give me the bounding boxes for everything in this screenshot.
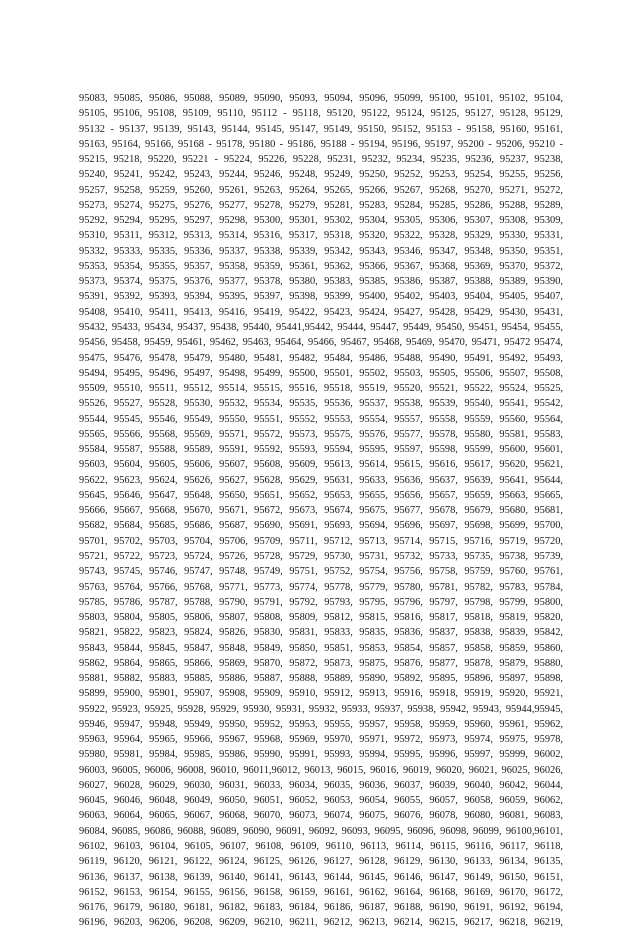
text-line: 95821, 95822, 95823, 95824, 95826, 95830, 95831, 95833, 95835, 95836, 95837, 95838, 95839, 95842, [79,627,563,639]
text-line: 95584, 95587, 95588, 95589, 95591, 95592, 95593, 95594, 95595, 95597, 95598, 95599, 95600, 95601, [79,444,563,456]
text-line: 95980, 95981, 95984, 95985, 95986, 95990, 95991, 95993, 95994, 95995, 95996, 95997, 95999, 96002, [79,749,563,761]
text-line: 96102, 96103, 96104, 96105, 96107, 96108, 96109, 96110, 96113, 96114, 96115, 96116, 96117, 96118, [79,841,563,853]
text-line: 95332, 95333, 95335, 95336, 95337, 95338, 95339, 95342, 95343, 95346, 95347, 95348, 95350, 95351, [79,245,563,257]
number-list-document [79,91,563,931]
text-line: 95622, 95623, 95624, 95626, 95627, 95628, 95629, 95631, 95633, 95636, 95637, 95639, 95641, 95644, [79,474,563,486]
text-line: 95565, 95566, 95568, 95569, 95571, 95572, 95573, 95575, 95576, 95577, 95578, 95580, 95581, 95583, [79,428,563,440]
text-line: 95215, 95218, 95220, 95221 - 95224, 95226, 95228, 95231, 95232, 95234, 95235, 95236, 95237, 95238, [79,154,563,166]
text-line: 95240, 95241, 95242, 95243, 95244, 95246, 95248, 95249, 95250, 95252, 95253, 95254, 95255, 95256, [79,169,563,181]
text-line: 95273, 95274, 95275, 95276, 95277, 95278, 95279, 95281, 95283, 95284, 95285, 95286, 95288, 95289, [79,199,563,211]
text-line: 95353, 95354, 95355, 95357, 95358, 95359, 95361, 95362, 95366, 95367, 95368, 95369, 95370, 95372, [79,260,563,272]
text-line: 96063, 96064, 96065, 96067, 96068, 96070, 96073, 96074, 96075, 96076, 96078, 96080, 96081, 96083, [79,810,563,822]
text-line: 95494, 95495, 95496, 95497, 95498, 95499, 95500, 95501, 95502, 95503, 95505, 95506, 95507, 95508, [79,367,563,379]
text-line: 95526, 95527, 95528, 95530, 95532, 95534, 95535, 95536, 95537, 95538, 95539, 95540, 95541, 95542, [79,398,563,410]
text-line: 95509, 95510, 95511, 95512, 95514, 95515, 95516, 95518, 95519, 95520, 95521, 95522, 95524, 95525, [79,383,563,395]
text-line: 95163, 95164, 95166, 95168 - 95178, 95180 - 95186, 95188 - 95194, 95196, 95197, 95200 - 95206, 95210 - [79,138,563,150]
text-line: 95963, 95964, 95965, 95966, 95967, 95968, 95969, 95970, 95971, 95972, 95973, 95974, 95975, 95978, [79,734,563,746]
text-line: 95701, 95702, 95703, 95704, 95706, 95709, 95711, 95712, 95713, 95714, 95715, 95716, 95719, 95720, [79,535,563,547]
text-line: 95899, 95900, 95901, 95907, 95908, 95909, 95910, 95912, 95913, 95916, 95918, 95919, 95920, 95921, [79,688,563,700]
text-line: 95785, 95786, 95787, 95788, 95790, 95791, 95792, 95793, 95795, 95796, 95797, 95798, 95799, 95800, [79,596,563,608]
text-line: 95603, 95604, 95605, 95606, 95607, 95608, 95609, 95613, 95614, 95615, 95616, 95617, 95620, 95621, [79,459,563,471]
text-line: 95456, 95458, 95459, 95461, 95462, 95463, 95464, 95466, 95467, 95468, 95469, 95470, 95471, 95472 95474, [79,337,563,349]
text-line: 96084, 96085, 96086, 96088, 96089, 96090, 96091, 96092, 96093, 96095, 96096, 96098, 96099, 96100,96101, [79,825,563,837]
text-line: 96045, 96046, 96048, 96049, 96050, 96051, 96052, 96053, 96054, 96055, 96057, 96058, 96059, 96062, [79,795,563,807]
text-line: 96027, 96028, 96029, 96030, 96031, 96033, 96034, 96035, 96036, 96037, 96039, 96040, 96042, 96044, [79,779,563,791]
text-line: 95922, 95923, 95925, 95928, 95929, 95930, 95931, 95932, 95933, 95937, 95938, 95942, 95943, 95944,95945, [79,703,563,715]
text-line: 96119, 96120, 96121, 96122, 96124, 96125, 96126, 96127, 96128, 96129, 96130, 96133, 96134, 96135, [79,856,563,868]
text-line: 95862, 95864, 95865, 95866, 95869, 95870, 95872, 95873, 95875, 95876, 95877, 95878, 95879, 95880, [79,657,563,669]
text-line: 95743, 95745, 95746, 95747, 95748, 95749, 95751, 95752, 95754, 95756, 95758, 95759, 95760, 95761, [79,566,563,578]
text-line: 96003, 96005, 96006, 96008, 96010, 96011,96012, 96013, 96015, 96016, 96019, 96020, 96021, 96025, 96026, [79,764,563,776]
text-line: 95373, 95374, 95375, 95376, 95377, 95378, 95380, 95383, 95385, 95386, 95387, 95388, 95389, 95390, [79,276,563,288]
text-line: 95408, 95410, 95411, 95413, 95416, 95419, 95422, 95423, 95424, 95427, 95428, 95429, 95430, 95431, [79,306,563,318]
text-line: 95391, 95392, 95393, 95394, 95395, 95397, 95398, 95399, 95400, 95402, 95403, 95404, 95405, 95407, [79,291,563,303]
text-line: 95721, 95722, 95723, 95724, 95726, 95728, 95729, 95730, 95731, 95732, 95733, 95735, 95738, 95739, [79,550,563,562]
text-line: 95843, 95844, 95845, 95847, 95848, 95849, 95850, 95851, 95853, 95854, 95857, 95858, 95859, 95860, [79,642,563,654]
text-line: 95132 - 95137, 95139, 95143, 95144, 95145, 95147, 95149, 95150, 95152, 95153 - 95158, 95160, 95161, [79,123,563,135]
text-line: 95292, 95294, 95295, 95297, 95298, 95300, 95301, 95302, 95304, 95305, 95306, 95307, 95308, 95309, [79,215,563,227]
text-line: 95645, 95646, 95647, 95648, 95650, 95651, 95652, 95653, 95655, 95656, 95657, 95659, 95663, 95665, [79,489,563,501]
text-line: 96152, 96153, 96154, 96155, 96156, 96158, 96159, 96161, 96162, 96164, 96168, 96169, 96170, 96172, [79,886,563,898]
text-line: 95946, 95947, 95948, 95949, 95950, 95952, 95953, 95955, 95957, 95958, 95959, 95960, 95961, 95962, [79,718,563,730]
text-line: 96136, 96137, 96138, 96139, 96140, 96141, 96143, 96144, 96145, 96146, 96147, 96149, 96150, 96151, [79,871,563,883]
text-line: 95881, 95882, 95883, 95885, 95886, 95887, 95888, 95889, 95890, 95892, 95895, 95896, 95897, 95898, [79,673,563,685]
text-line: 95432, 95433, 95434, 95437, 95438, 95440, 95441,95442, 95444, 95447, 95449, 95450, 95451, 95454, 95455, [79,321,563,333]
text-line: 95083, 95085, 95086, 95088, 95089, 95090, 95093, 95094, 95096, 95099, 95100, 95101, 95102, 95104, [79,93,563,104]
text-line: 95544, 95545, 95546, 95549, 95550, 95551, 95552, 95553, 95554, 95557, 95558, 95559, 95560, 95564, [79,413,563,425]
text-line: 95803, 95804, 95805, 95806, 95807, 95808, 95809, 95812, 95815, 95816, 95817, 95818, 95819, 95820, [79,612,563,624]
text-line: 95105, 95106, 95108, 95109, 95110, 95112 - 95118, 95120, 95122, 95124, 95125, 95127, 95128, 95129, [79,108,563,120]
text-line: 96176, 96179, 96180, 96181, 96182, 96183, 96184, 96186, 96187, 96188, 96190, 96191, 96192, 96194, [79,902,563,914]
text-line: 95257, 95258, 95259, 95260, 95261, 95263, 95264, 95265, 95266, 95267, 95268, 95270, 95271, 95272, [79,184,563,196]
text-line: 95666, 95667, 95668, 95670, 95671, 95672, 95673, 95674, 95675, 95677, 95678, 95679, 95680, 95681, [79,505,563,517]
text-line: 95310, 95311, 95312, 95313, 95314, 95316, 95317, 95318, 95320, 95322, 95328, 95329, 95330, 95331, [79,230,563,242]
text-line: 95763, 95764, 95766, 95768, 95771, 95773, 95774, 95778, 95779, 95780, 95781, 95782, 95783, 95784, [79,581,563,593]
text-line: 95475, 95476, 95478, 95479, 95480, 95481, 95482, 95484, 95486, 95488, 95490, 95491, 95492, 95493, [79,352,563,364]
text-line: 96196, 96203, 96206, 96208, 96209, 96210, 96211, 96212, 96213, 96214, 96215, 96217, 96218, 96219, [79,917,563,929]
text-line: 95682, 95684, 95685, 95686, 95687, 95690, 95691, 95693, 95694, 95696, 95697, 95698, 95699, 95700, [79,520,563,532]
